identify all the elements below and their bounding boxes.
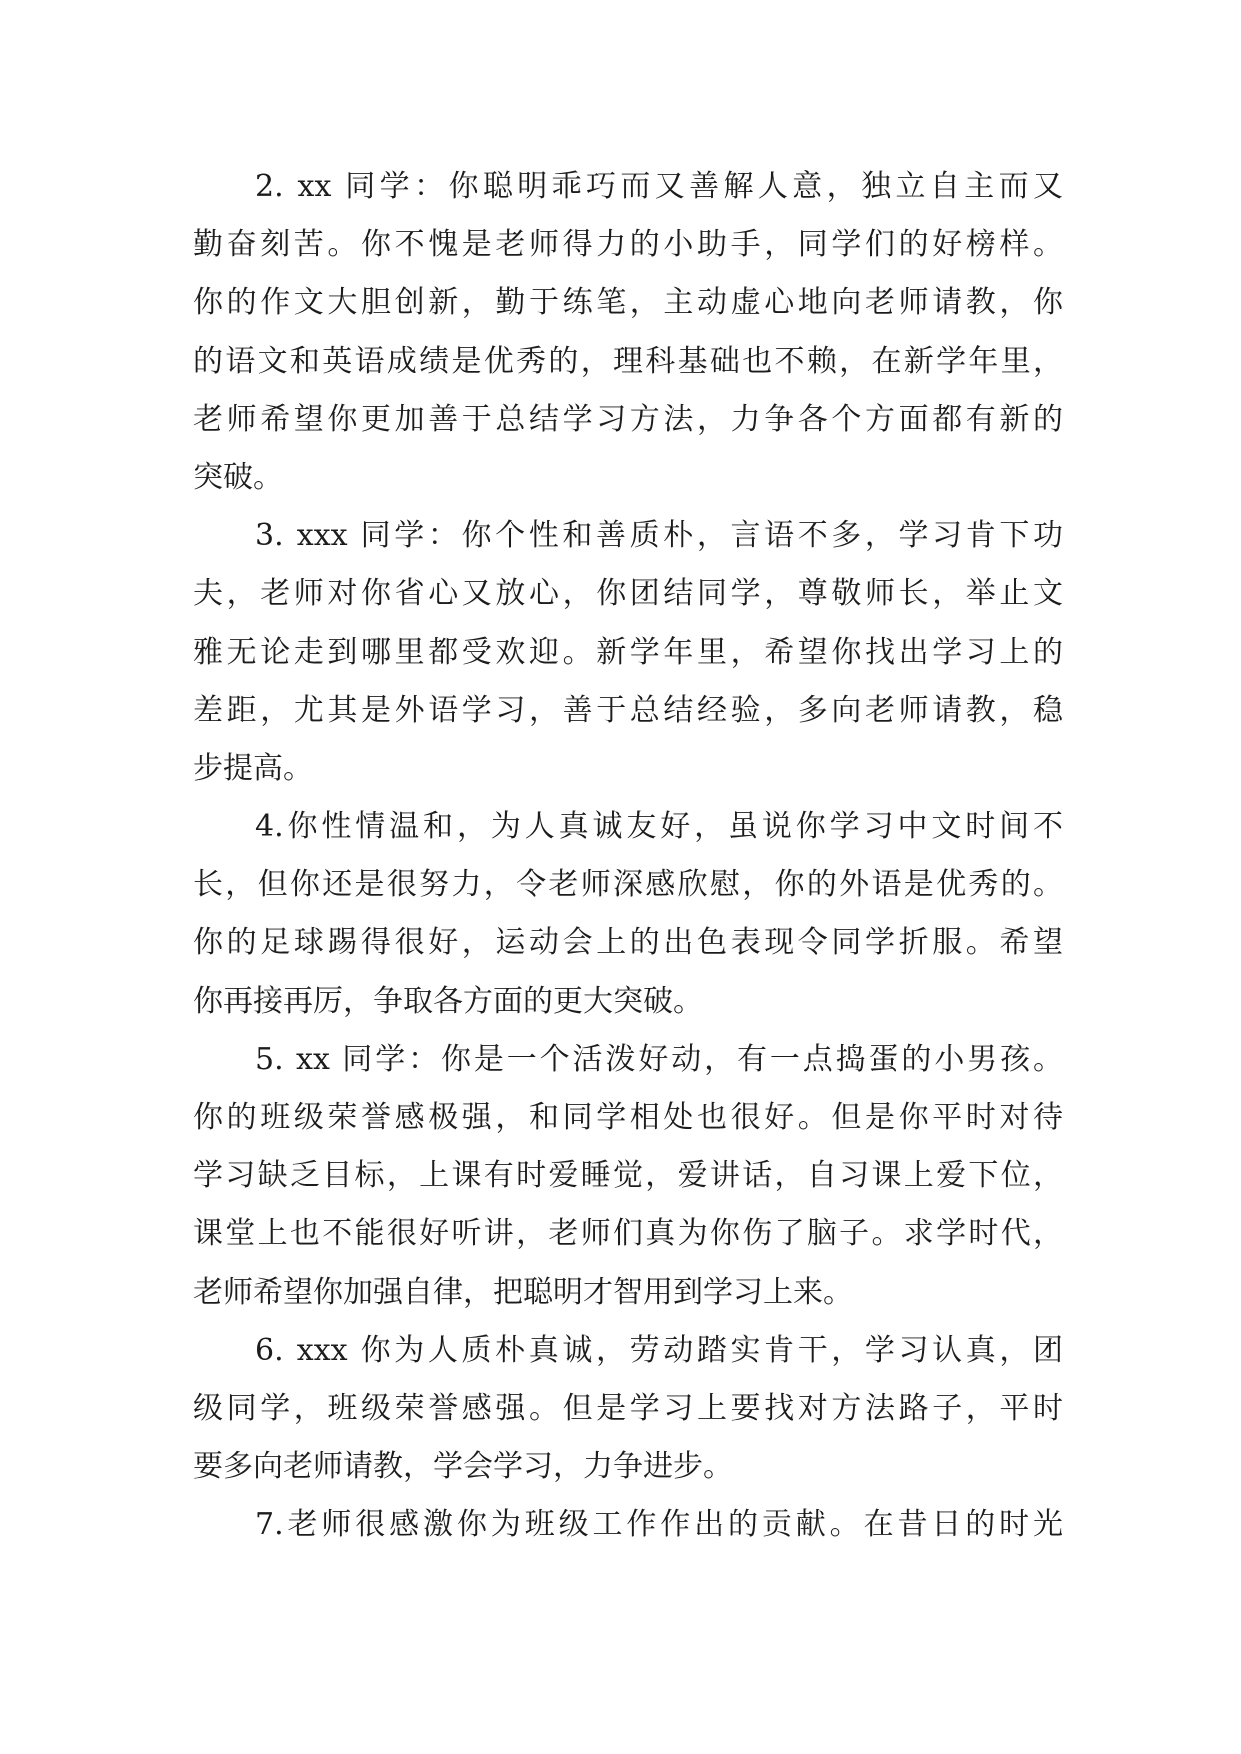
text-line: 3. xxx 同学：你个性和善质朴，言语不多，学习肯下功 — [255, 518, 1063, 554]
text-line: 步提高。 — [193, 750, 313, 786]
text-line: 的语文和英语成绩是优秀的，理科基础也不赖，在新学年里， — [193, 343, 1063, 379]
text-line: 7.老师很感激你为班级工作作出的贡献。在昔日的时光 — [255, 1507, 1063, 1543]
text-line: 你的足球踢得很好，运动会上的出色表现令同学折服。希望 — [193, 925, 1063, 961]
text-line: 长，但你还是很努力，令老师深感欣慰，你的外语是优秀的。 — [193, 867, 1063, 903]
text-line: 老师希望你更加善于总结学习方法，力争各个方面都有新的 — [193, 401, 1063, 437]
text-line: 2. xx 同学：你聪明乖巧而又善解人意，独立自主而又 — [255, 169, 1063, 204]
text-line: 你的班级荣誉感极强，和同学相处也很好。但是你平时对待 — [193, 1100, 1063, 1135]
text-line: 雅无论走到哪里都受欢迎。新学年里，希望你找出学习上的 — [193, 634, 1063, 670]
text-line: 突破。 — [193, 459, 283, 495]
text-line: 4.你性情温和，为人真诚友好，虽说你学习中文时间不 — [255, 809, 1063, 845]
text-line: 你再接再厉，争取各方面的更大突破。 — [193, 983, 703, 1019]
text-line: 差距，尤其是外语学习，善于总结经验，多向老师请教，稳 — [193, 692, 1063, 728]
text-line: 5. xx 同学：你是一个活泼好动，有一点捣蛋的小男孩。 — [255, 1041, 1063, 1077]
text-line: 勤奋刻苦。你不愧是老师得力的小助手，同学们的好榜样。 — [193, 227, 1063, 263]
text-line: 课堂上也不能很好听讲，老师们真为你伤了脑子。求学时代， — [193, 1216, 1063, 1252]
text-line: 老师希望你加强自律，把聪明才智用到学习上来。 — [193, 1274, 853, 1310]
text-line: 夫，老师对你省心又放心，你团结同学，尊敬师长，举止文 — [193, 576, 1063, 612]
text-line: 学习缺乏目标，上课有时爱睡觉，爱讲话，自习课上爱下位， — [193, 1158, 1063, 1194]
document-body — [193, 158, 1063, 1555]
text-line: 6. xxx 你为人质朴真诚，劳动踏实肯干，学习认真，团 — [255, 1332, 1063, 1368]
text-line: 要多向老师请教，学会学习，力争进步。 — [193, 1449, 733, 1485]
text-line: 你的作文大胆创新，勤于练笔，主动虚心地向老师请教，你 — [193, 285, 1063, 321]
text-line: 级同学，班级荣誉感强。但是学习上要找对方法路子，平时 — [193, 1390, 1063, 1426]
